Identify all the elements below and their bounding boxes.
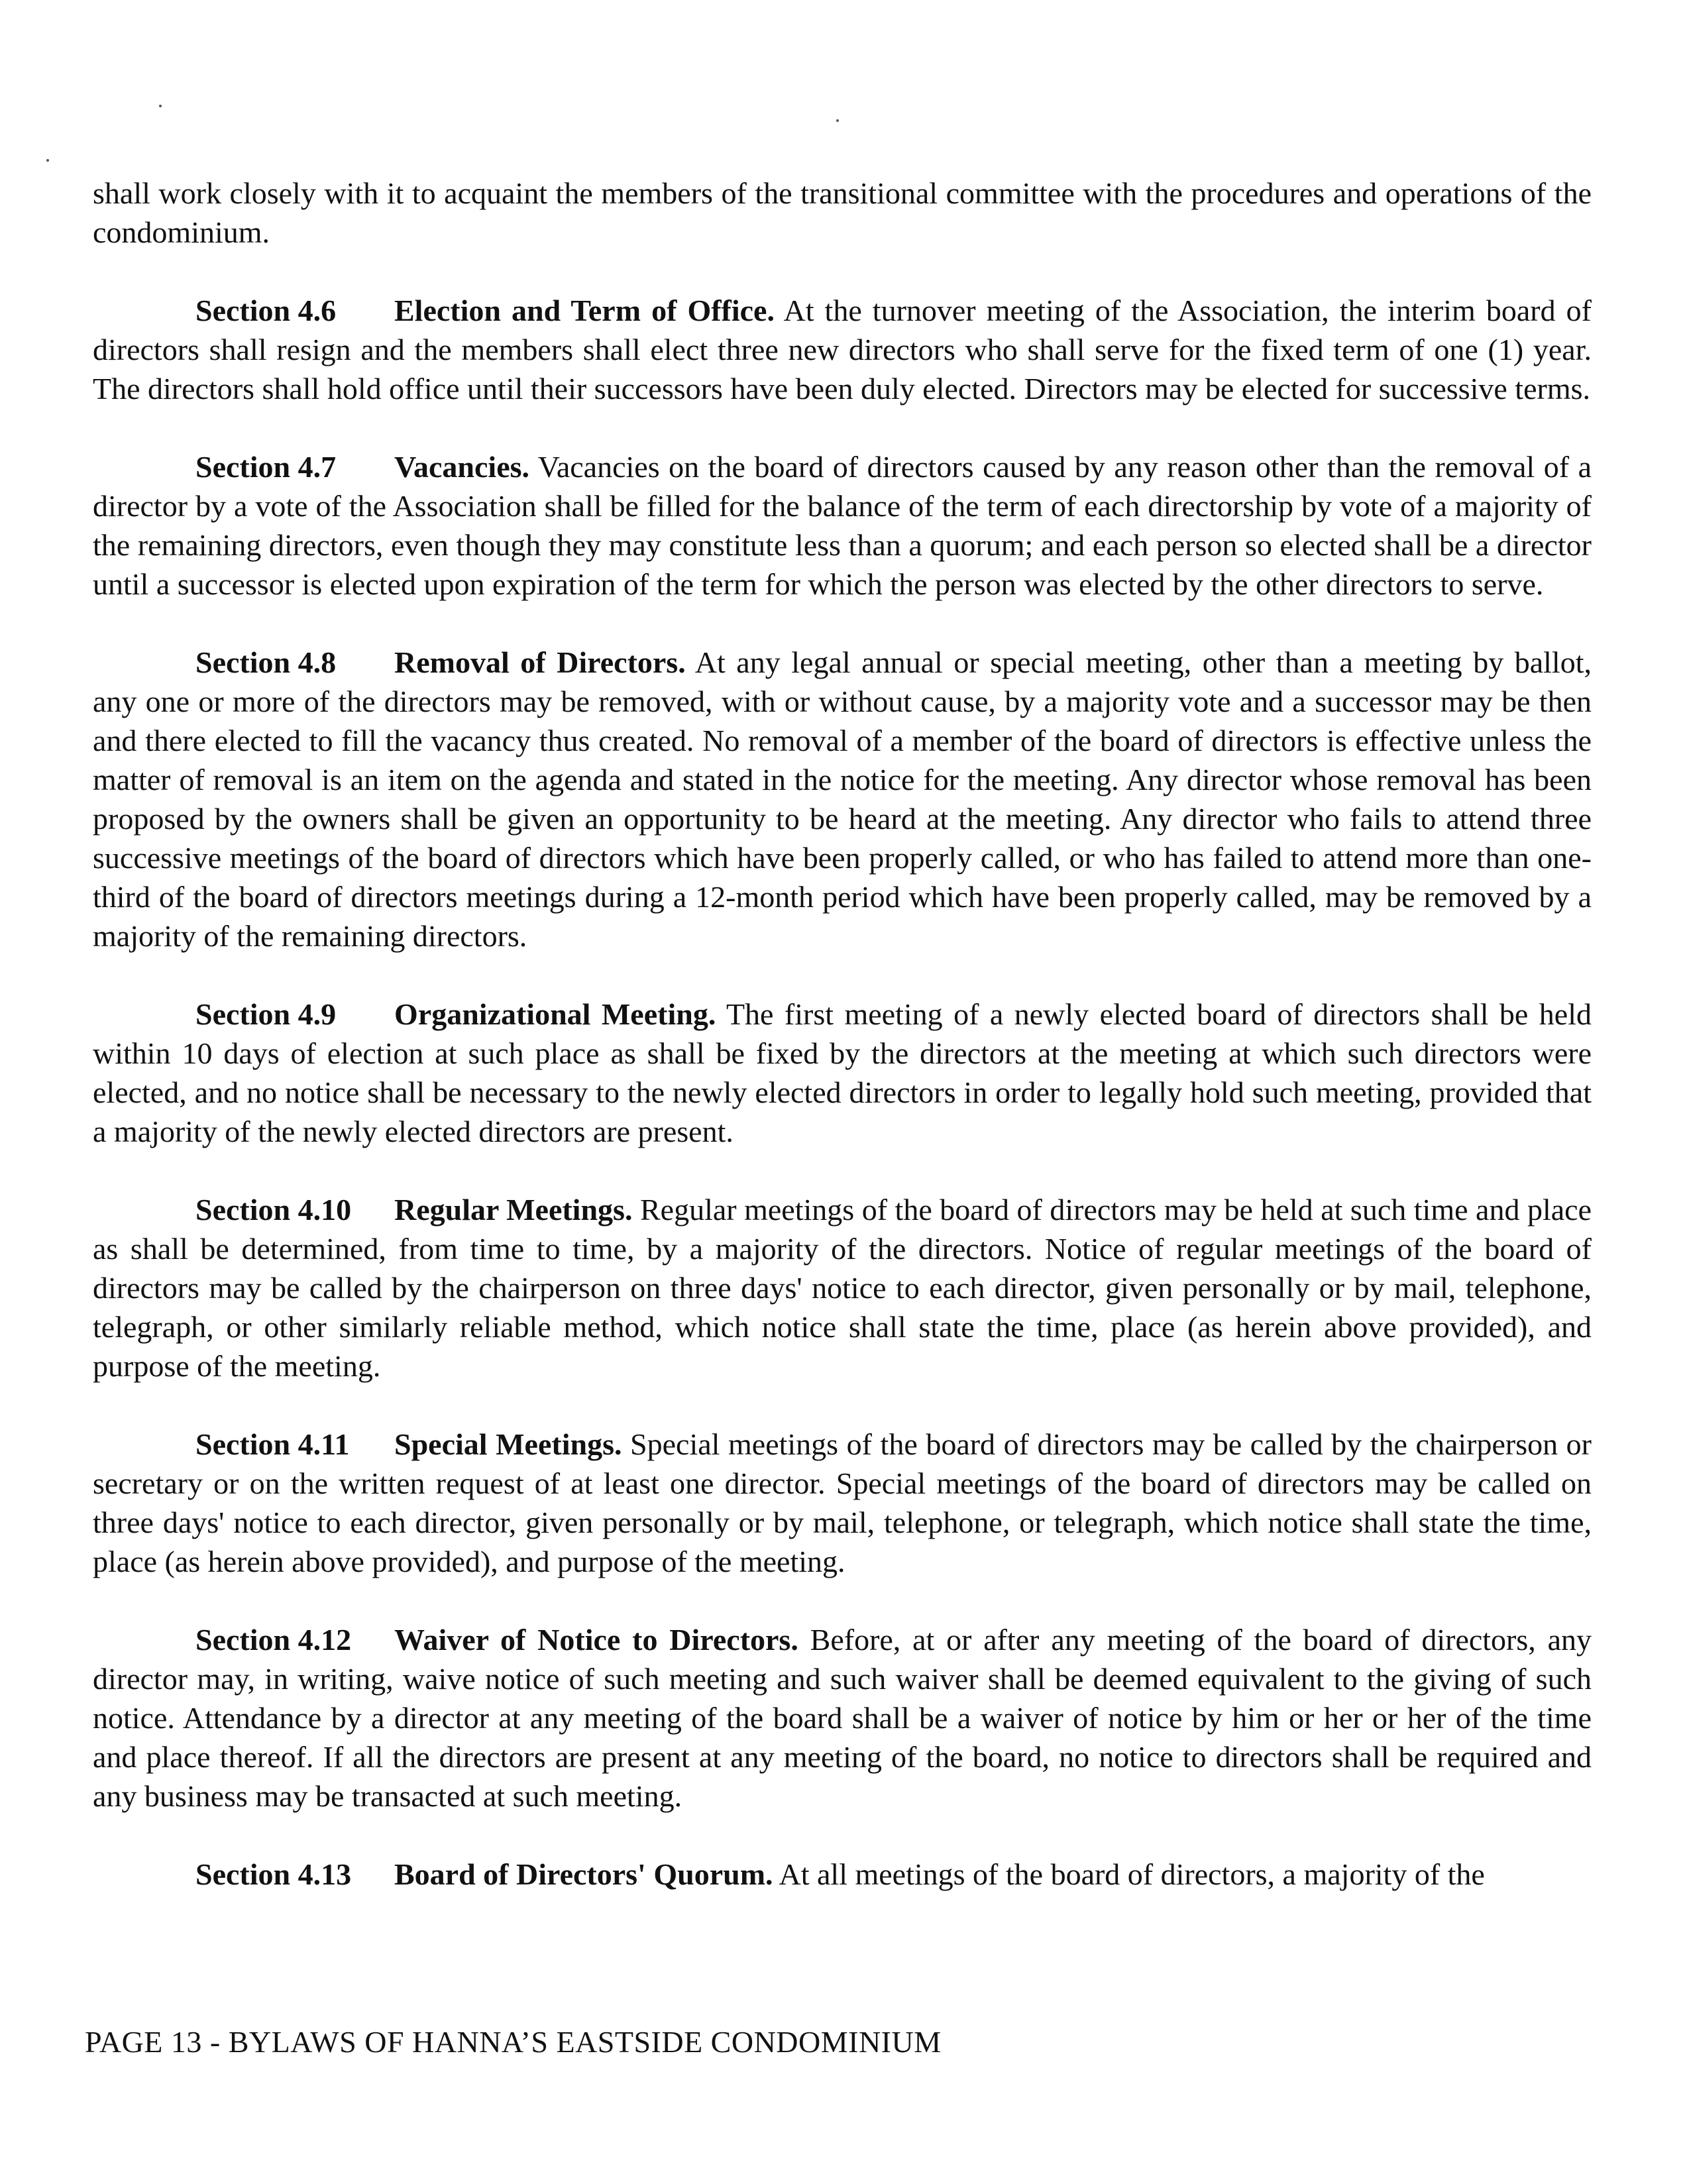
scan-speck [159, 105, 162, 107]
section-title: Organizational Meeting. [394, 997, 716, 1031]
section-number: Section 4.7 [195, 450, 337, 484]
section-number: Section 4.13 [195, 1857, 352, 1891]
section-title: Special Meetings. [394, 1427, 622, 1461]
section-text: At any legal annual or special meeting, other than a meeting by ballot, any one or more of the directors may be removed, with or without cause, by a majority vote and a successor may be then and there elected to fill the vacancy thus created. No removal of a member of the board of directors is effective unless the matter of removal is an item on the agenda and stated in the notice for the meeting. Any director whose removal has been proposed by the owners shall be given an opportunity to be heard at the meeting. Any director who fails to attend three successive meetings of the board of directors which have been properly called, or who has failed to attend more than one-third of the board of directors meetings during a 12-month period which have been properly called, may be removed by a majority of the remaining directors. [93, 645, 1592, 953]
document-page [93, 174, 1592, 1933]
section-title: Election and Term of Office. [394, 294, 775, 327]
section-title: Regular Meetings. [394, 1193, 633, 1227]
section-title: Removal of Directors. [394, 645, 686, 679]
section-number: Section 4.9 [195, 997, 337, 1031]
section-text: Vacancies on the board of directors caused by any reason other than the removal of a director by a vote of the Association shall be filled for the balance of the term of each directorship by vote of a majority of the remaining directors, even though they may constitute less than a quorum; and each person so elected shall be a director until a successor is elected upon expiration of the term for which the person was elected by the other directors to serve. [93, 450, 1592, 601]
section-text: Regular meetings of the board of directors may be held at such time and place as shall be determined, from time to time, by a majority of the directors. Notice of regular meetings of the board of directors may be called by the chairperson on three days' notice to each director, given personally or by mail, telephone, telegraph, or other similarly reliable method, which notice shall state the time, place (as herein above provided), and purpose of the meeting. [93, 1193, 1592, 1383]
section-number: Section 4.8 [195, 645, 337, 679]
section-number: Section 4.6 [195, 294, 337, 327]
section-4-7 [93, 447, 1592, 604]
section-4-8 [93, 643, 1592, 956]
section-title: Board of Directors' Quorum. [394, 1857, 773, 1891]
section-title: Vacancies. [394, 450, 530, 484]
section-text: The first meeting of a newly elected board of directors shall be held within 10 days of election at such place as shall be fixed by the directors at the meeting at which such directors were elected, and no notice shall be necessary to the newly elected directors in order to legally hold such meeting, provided that a majority of the newly elected directors are present. [93, 997, 1592, 1148]
section-text: Special meetings of the board of directors may be called by the chairperson or secretary or on the written request of at least one director. Special meetings of the board of directors may be called on three days' notice to each director, given personally or by mail, telephone, or telegraph, which notice shall state the time, place (as herein above provided), and purpose of the meeting. [93, 1427, 1592, 1578]
section-title: Waiver of Notice to Directors. [394, 1623, 798, 1657]
section-text: At all meetings of the board of directors, a majority of the [773, 1857, 1485, 1891]
page-footer: PAGE 13 - BYLAWS OF HANNA’S EASTSIDE CONDOMINIUM [85, 2025, 942, 2059]
section-4-13 [93, 1855, 1592, 1894]
scan-speck [836, 119, 839, 122]
section-4-10 [93, 1190, 1592, 1386]
continuation-paragraph: shall work closely with it to acquaint the members of the transitional committee with the procedures and operations of the condominium. [93, 176, 1592, 249]
section-4-9 [93, 995, 1592, 1151]
section-text: At the turnover meeting of the Association, the interim board of directors shall resign and the members shall elect three new directors who shall serve for the fixed term of one (1) year. The directors shall hold office until their successors have been duly elected. Directors may be elected for successive terms. [93, 294, 1592, 406]
section-4-12 [93, 1620, 1592, 1816]
section-4-6 [93, 291, 1592, 408]
section-number: Section 4.11 [195, 1427, 350, 1461]
section-text: Before, at or after any meeting of the board of directors, any director may, in writing, waive notice of such meeting and such waiver shall be deemed equivalent to the giving of such notice. Attendance by a director at any meeting of the board shall be a waiver of notice by him or her or her of the time and place thereof. If all the directors are present at any meeting of the board, no notice to directors shall be required and any business may be transacted at such meeting. [93, 1623, 1592, 1813]
section-number: Section 4.10 [195, 1193, 352, 1227]
section-number: Section 4.12 [195, 1623, 352, 1657]
scan-speck [46, 159, 49, 162]
section-4-11 [93, 1425, 1592, 1581]
